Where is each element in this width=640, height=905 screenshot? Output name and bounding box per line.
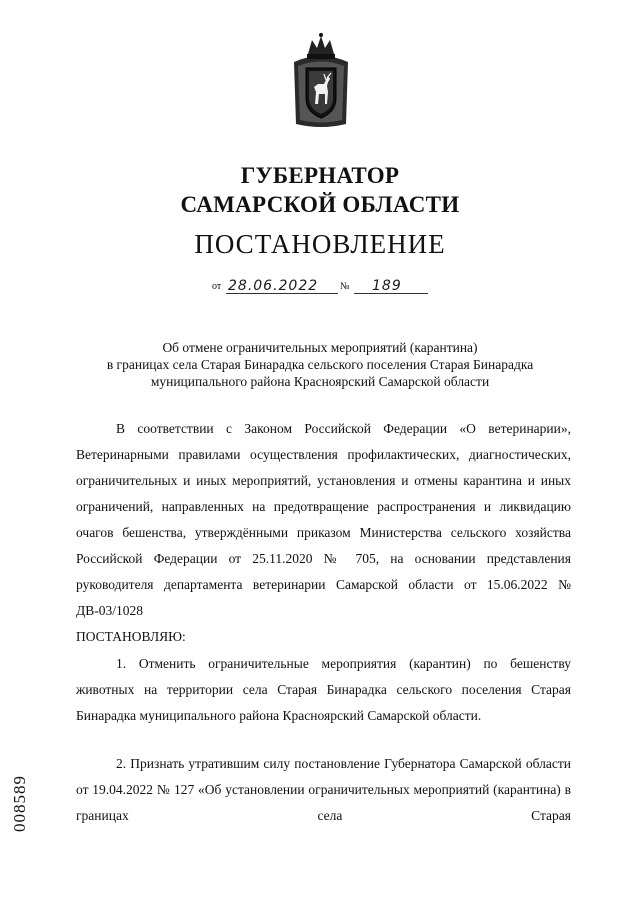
document-type-title: ПОСТАНОВЛЕНИЕ bbox=[194, 229, 446, 259]
issuer-title-line1: ГУБЕРНАТОР bbox=[240, 163, 400, 188]
subject-line: муниципального района Красноярский Самарской области bbox=[150, 374, 490, 389]
document-date: 28.06.2022 bbox=[228, 278, 319, 294]
item-paragraph: 2. Признать утратившим силу постановление Губернатора Самарской области от 19.04.2022 № 127 «Об установлении ограничительных мероприятий (карантина) в границах села Старая bbox=[76, 756, 571, 823]
subject-line: Об отмене ограничительных мероприятий (карантина) bbox=[162, 340, 478, 355]
number-label: № bbox=[340, 281, 350, 292]
item-1-block bbox=[76, 651, 571, 729]
decree-word: ПОСТАНОВЛЯЮ: bbox=[76, 629, 186, 644]
preamble-block bbox=[76, 416, 571, 650]
subject-line: в границах села Старая Бинарадка сельского поселения Старая Бинарадка bbox=[106, 357, 534, 372]
side-registration-number: 008589 bbox=[10, 775, 29, 832]
document-number: 189 bbox=[372, 278, 402, 294]
date-number-line bbox=[212, 276, 432, 296]
item-2-block bbox=[76, 751, 571, 829]
item-paragraph: 1. Отменить ограничительные мероприятия (карантин) по бешенству животных на территории села Старая Бинарадка сельского поселения Старая Бинарадка муниципального района Красноярский Самарской области. bbox=[76, 656, 571, 723]
preamble-paragraph: В соответствии с Законом Российской Федерации «О ветеринарии», Ветеринарными правилами осуществления профилактических, диагностических, ограничительных и иных мероприятий, установления и отмены карантина и иных ограничений, направленных на предотвращение распространения и ликвидацию очагов бешенства, утверждёнными приказом Министерства сельского хозяйства Российской Федерации от 25.11.2020 № 705, на основании представления руководителя департамента ветеринарии Самарской области от 15.06.2022 № ДВ-03/1028 bbox=[76, 421, 571, 618]
issuer-title-line2: САМАРСКОЙ ОБЛАСТИ bbox=[180, 192, 460, 217]
coat-of-arms-icon bbox=[288, 32, 354, 132]
date-from-label: от bbox=[212, 281, 222, 292]
document-subject bbox=[70, 339, 570, 390]
